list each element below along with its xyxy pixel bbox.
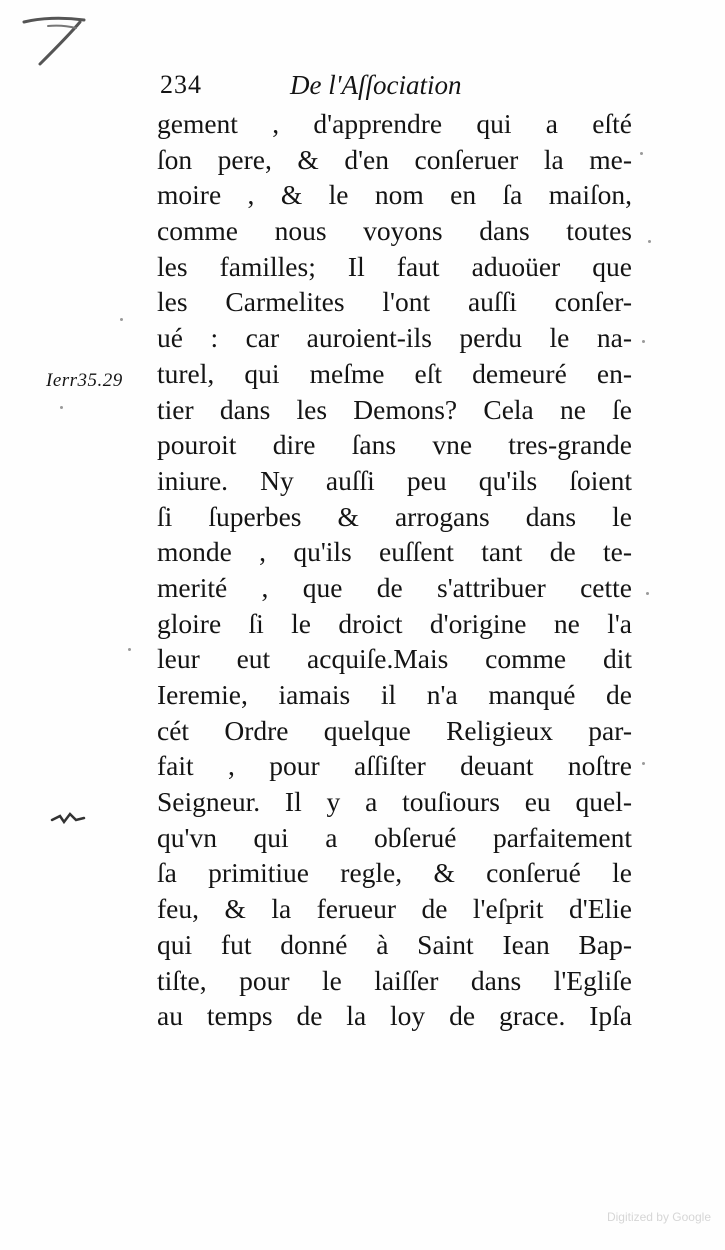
ink-speck <box>120 318 123 321</box>
text-line: pouroit dire ſans vne tres-grande <box>157 429 632 461</box>
text-line: leur eut acquiſe.Mais comme dit <box>157 643 632 675</box>
text-line: moire , & le nom en ſa maiſon, <box>157 179 632 211</box>
ink-speck <box>648 240 651 243</box>
pencil-mark-icon <box>18 8 88 68</box>
text-line: les familles; Il faut aduoüer que <box>157 250 632 282</box>
text-line: monde , qu'ils euſſent tant de te- <box>157 536 632 568</box>
digitization-watermark: Digitized by Google <box>606 1210 711 1224</box>
text-line: gloire ſi le droict d'origine ne l'a <box>157 607 632 639</box>
ink-speck <box>646 592 649 595</box>
text-line: qu'vn qui a obſerué parfaitement <box>157 821 632 853</box>
text-line: tiſte, pour le laiſſer dans l'Egliſe <box>157 964 632 996</box>
running-head <box>160 70 630 106</box>
text-line: turel, qui meſme eſt demeuré en- <box>157 357 632 389</box>
margin-reference-note: Ierr35.29 <box>46 370 123 391</box>
text-line: qui fut donné à Saint Iean Bap- <box>157 928 632 960</box>
ink-speck <box>642 340 645 343</box>
text-line: au temps de la loy de grace. Ipſa <box>157 1000 632 1032</box>
ink-speck <box>642 762 645 765</box>
text-line: cét Ordre quelque Religieux par- <box>157 714 632 746</box>
text-line: tier dans les Demons? Cela ne ſe <box>157 393 632 425</box>
ink-speck <box>60 406 63 409</box>
text-line: gement , d'apprendre qui a eſté <box>157 108 632 139</box>
text-line: merité , que de s'attribuer cette <box>157 571 632 603</box>
text-line: ué : car auroient-ils perdu le na- <box>157 322 632 354</box>
text-line: fait , pour aſſiſter deuant noſtre <box>157 750 632 782</box>
text-line: iniure. Ny auſſi peu qu'ils ſoient <box>157 464 632 496</box>
text-line: comme nous voyons dans toutes <box>157 215 632 247</box>
text-line: ſa primitiue regle, & conſerué le <box>157 857 632 889</box>
ink-speck <box>128 648 131 651</box>
ink-speck <box>640 152 643 155</box>
text-line: Ieremie, iamais il n'a manqué de <box>157 679 632 710</box>
text-line: les Carmelites l'ont auſſi conſer- <box>157 286 632 318</box>
margin-mark-icon <box>50 808 86 830</box>
text-line: ſi ſuperbes & arrogans dans le <box>157 500 632 532</box>
page-number: 234 <box>160 70 202 99</box>
text-line: feu, & la ferueur de l'eſprit d'Elie <box>157 893 632 925</box>
running-head-title: De l'Aſſociation <box>290 70 462 100</box>
text-line: Seigneur. Il y a touſiours eu quel- <box>157 786 632 818</box>
body-text <box>157 106 632 1034</box>
text-line: ſon pere, & d'en conſeruer la me- <box>157 143 632 175</box>
